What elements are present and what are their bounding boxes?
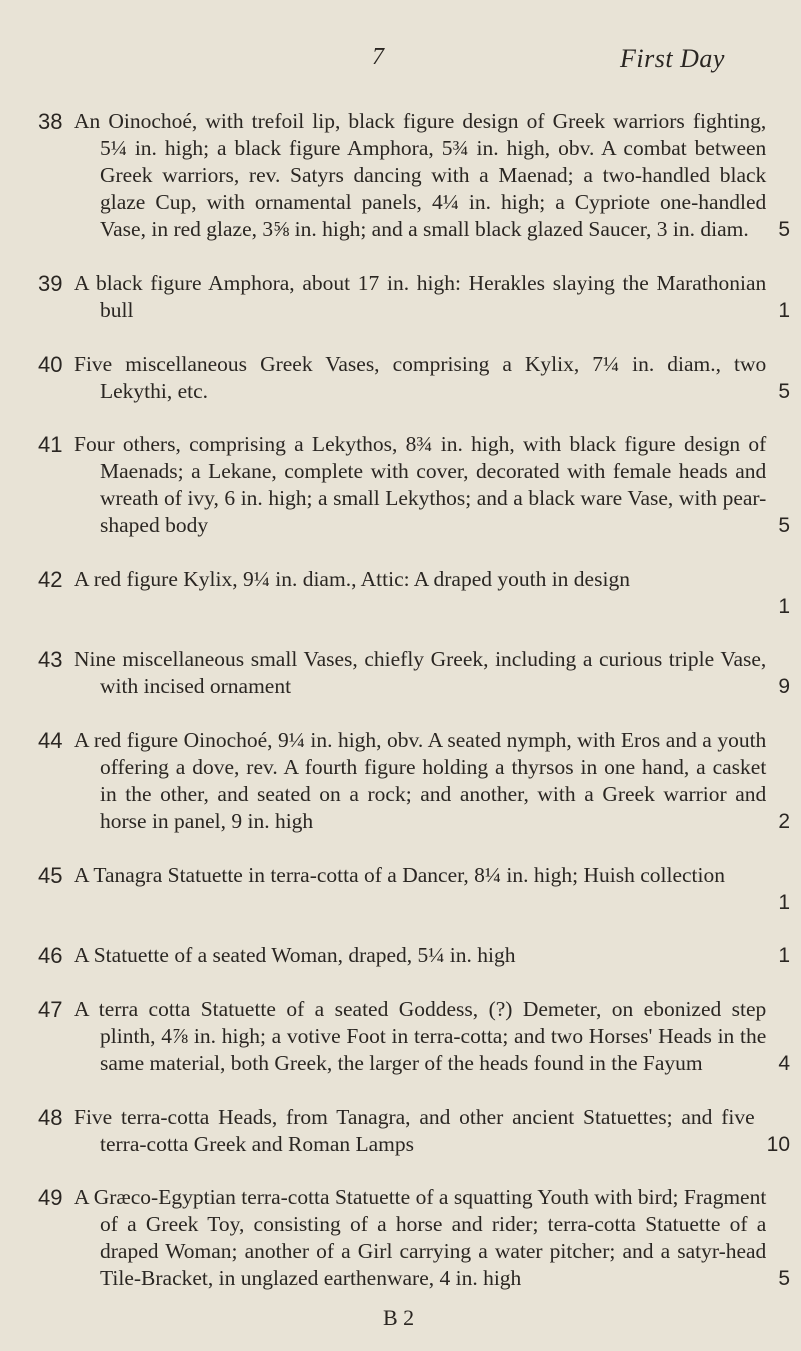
lot-text: A Tanagra Statuette in terra-cotta of a Dancer, 8¼ in. high; Huish collection (74, 863, 725, 887)
lot-number: 41 (38, 432, 63, 457)
lot-text: A Græco-Egyptian terra-cotta Statuette of a squatting Youth with bird; Fragment of a Greek Toy, consisting of a horse and rider; terra-cotta Statuette of a draped Woman; another of a Girl carrying a water pitcher; and a satyr-head Tile-Bracket, in unglazed earthenware, 4 in. high (74, 1185, 767, 1290)
lot-quantity: 10 (766, 1133, 790, 1156)
lot-quantity: 5 (778, 514, 790, 537)
lot-quantity: 1 (778, 299, 790, 322)
lot-quantity: 5 (778, 218, 790, 241)
lot-description (74, 942, 790, 969)
lot-number: 46 (38, 943, 63, 968)
lot-text: A red figure Oinochoé, 9¼ in. high, obv. A seated nymph, with Eros and a youth offering a dove, rev. A fourth figure holding a thyrsos in one hand, a casket in the other, and seated on a rock; and another, with a Greek warrior and horse in panel, 9 in. high (74, 728, 767, 833)
lot-text: A red figure Kylix, 9¼ in. diam., Attic: A draped youth in design (74, 567, 630, 591)
lot-quantity: 1 (778, 595, 790, 618)
lot-quantity: 5 (778, 1267, 790, 1290)
lot-number: 49 (38, 1185, 63, 1210)
lot-description (74, 862, 790, 916)
lot-number: 42 (38, 567, 63, 592)
lot-number: 45 (38, 863, 63, 888)
lot-text: Five terra-cotta Heads, from Tanagra, and other ancient Statuettes; and five terra-cotta Greek and Roman Lamps (74, 1105, 755, 1156)
lot-text: An Oinochoé, with trefoil lip, black figure design of Greek warriors fighting, 5¼ in. high; a black figure Amphora, 5¾ in. high, obv. A combat between Greek warriors, rev. Satyrs dancing with a Maenad; a two-handled black glaze Cup, with ornamental panels, 4¼ in. high; a Cypriote one-handled Vase, in red glaze, 3⅝ in. high; and a small black glazed Saucer, 3 in. diam. (74, 109, 767, 241)
lot-quantity: 2 (778, 810, 790, 833)
running-title: First Day (620, 44, 725, 73)
lot-description (74, 270, 790, 324)
lot-description (74, 108, 790, 243)
lot-description (74, 1104, 790, 1158)
lot-text: A Statuette of a seated Woman, draped, 5¼ in. high (74, 943, 516, 967)
lot-text: Nine miscellaneous small Vases, chiefly Greek, including a curious triple Vase, with incised ornament (74, 647, 767, 698)
lot-text: A terra cotta Statuette of a seated Goddess, (?) Demeter, on ebonized step plinth, 4⅞ in. high; a votive Foot in terra-cotta; and two Horses' Heads in the same material, both Greek, the larger of the heads found in the Fayum (74, 997, 767, 1075)
signature-mark: B 2 (383, 1305, 415, 1330)
lot-description (74, 727, 790, 835)
lot-number: 47 (38, 997, 63, 1022)
lot-number: 44 (38, 728, 63, 753)
lot-number: 38 (38, 109, 63, 134)
lot-quantity: 1 (778, 944, 790, 967)
lot-description (74, 351, 790, 405)
lot-description (74, 1184, 790, 1292)
lot-quantity: 9 (778, 675, 790, 698)
lot-text: Four others, comprising a Lekythos, 8¾ in. high, with black figure design of Maenads; a Lekane, complete with cover, decorated with female heads and wreath of ivy, 6 in. high; a small Lekythos; and a black ware Vase, with pear-shaped body (74, 432, 767, 537)
lot-quantity: 1 (778, 891, 790, 914)
lot-description (74, 431, 790, 539)
lot-description (74, 996, 790, 1077)
lot-description (74, 566, 790, 620)
lot-number: 48 (38, 1105, 63, 1130)
lot-number: 40 (38, 352, 63, 377)
lot-quantity: 4 (778, 1052, 790, 1075)
lot-number: 39 (38, 271, 63, 296)
page-number: 7 (372, 44, 384, 70)
lot-number: 43 (38, 647, 63, 672)
lot-text: Five miscellaneous Greek Vases, comprising a Kylix, 7¼ in. diam., two Lekythi, etc. (74, 352, 767, 403)
lot-description (74, 646, 790, 700)
lot-quantity: 5 (778, 380, 790, 403)
page-header (0, 44, 801, 84)
lot-text: A black figure Amphora, about 17 in. high: Herakles slaying the Marathonian bull (74, 271, 767, 322)
